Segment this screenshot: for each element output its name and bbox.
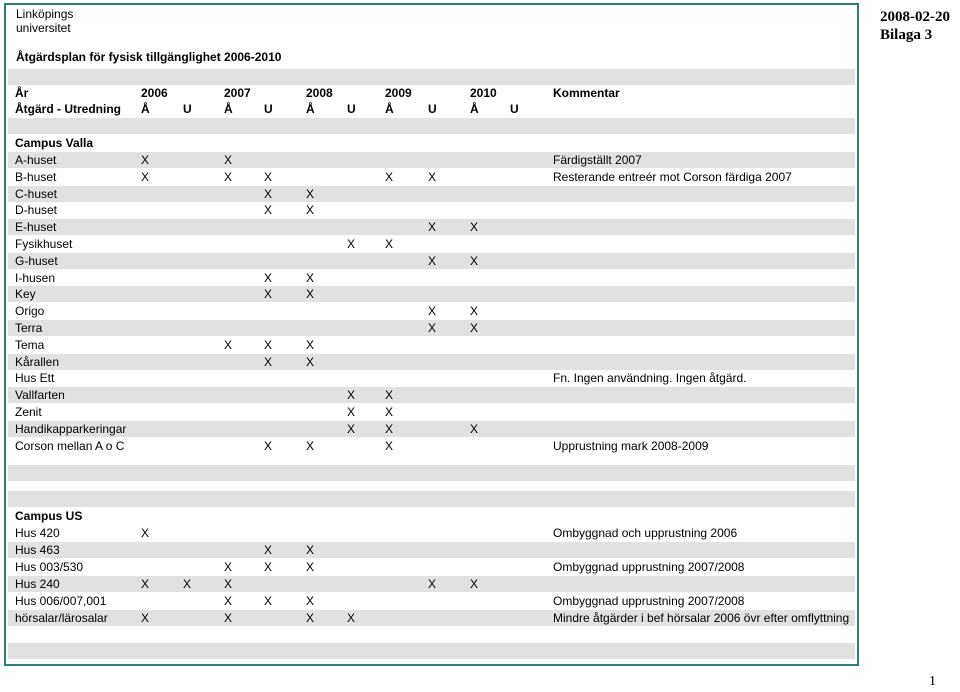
row-comment: Ombyggnad upprustning 2007/2008 bbox=[553, 594, 745, 608]
building-name: B-huset bbox=[15, 169, 57, 184]
table-row bbox=[8, 152, 855, 168]
page-number: 1 bbox=[929, 674, 936, 689]
mark-x: X bbox=[264, 270, 273, 285]
sub-heading: Å bbox=[141, 102, 150, 116]
university-name: Linköpings universitet bbox=[16, 7, 74, 35]
mark-x: X bbox=[428, 220, 437, 235]
mark-x: X bbox=[183, 577, 192, 591]
table-row bbox=[8, 236, 855, 252]
table-row bbox=[8, 354, 855, 370]
mark-x: X bbox=[347, 421, 356, 436]
mark-x: X bbox=[306, 354, 315, 369]
spacer-row bbox=[8, 643, 855, 659]
title-block bbox=[8, 5, 858, 69]
header-right bbox=[880, 8, 950, 44]
mark-x: X bbox=[306, 287, 315, 302]
mark-x: X bbox=[224, 337, 233, 352]
table-row bbox=[8, 421, 855, 437]
sub-heading: U bbox=[510, 102, 519, 116]
mark-x: X bbox=[428, 321, 437, 335]
mark-x: X bbox=[385, 405, 394, 419]
row-comment: Ombyggnad och upprustning 2006 bbox=[553, 526, 738, 540]
mark-x: X bbox=[264, 169, 273, 184]
sub-heading: Å bbox=[470, 102, 479, 116]
mark-x: X bbox=[470, 577, 479, 591]
year-header-row bbox=[8, 85, 855, 101]
row-comment: Färdigställt 2007 bbox=[553, 153, 642, 167]
building-name: Terra bbox=[15, 321, 43, 335]
mark-x: X bbox=[347, 405, 356, 419]
mark-x: X bbox=[264, 560, 273, 574]
sub-heading: U bbox=[347, 102, 356, 116]
mark-x: X bbox=[264, 543, 273, 557]
table-row bbox=[8, 253, 855, 269]
sub-heading: U bbox=[264, 102, 273, 116]
building-name: Hus 420 bbox=[15, 526, 60, 540]
mark-x: X bbox=[141, 153, 150, 167]
mark-x: X bbox=[306, 594, 315, 608]
building-name: Hus Ett bbox=[15, 371, 55, 386]
mark-x: X bbox=[264, 594, 273, 608]
mark-x: X bbox=[264, 203, 273, 218]
mark-x: X bbox=[141, 611, 150, 625]
table-row bbox=[8, 202, 855, 218]
plan-title: Åtgärdsplan för fysisk tillgänglighet 2006-2010 bbox=[16, 50, 282, 64]
mark-x: X bbox=[470, 304, 479, 319]
mark-x: X bbox=[470, 421, 479, 436]
mark-x: X bbox=[385, 421, 394, 436]
table-row bbox=[8, 186, 855, 202]
building-name: Zenit bbox=[15, 405, 42, 419]
mark-x: X bbox=[470, 321, 479, 335]
document-date: 2008-02-20 bbox=[880, 9, 950, 25]
mark-x: X bbox=[264, 337, 273, 352]
year-heading: 2008 bbox=[306, 86, 333, 100]
building-name: E-huset bbox=[15, 220, 57, 235]
mark-x: X bbox=[470, 253, 479, 268]
mark-x: X bbox=[306, 270, 315, 285]
mark-x: X bbox=[428, 253, 437, 268]
table-row bbox=[8, 559, 855, 575]
building-name: Hus 003/530 bbox=[15, 560, 84, 574]
mark-x: X bbox=[306, 560, 315, 574]
building-name: Handikapparkeringar bbox=[15, 421, 127, 436]
row-comment: Resterande entreér mot Corson färdiga 2007 bbox=[553, 169, 792, 184]
table-row bbox=[8, 593, 855, 609]
building-name: hörsalar/lärosalar bbox=[15, 611, 108, 625]
building-name: D-huset bbox=[15, 203, 58, 218]
mark-x: X bbox=[264, 438, 273, 453]
mark-x: X bbox=[224, 611, 233, 625]
mark-x: X bbox=[264, 186, 273, 201]
mark-x: X bbox=[306, 337, 315, 352]
section-title-valla: Campus Valla bbox=[15, 136, 94, 150]
building-name: I-husen bbox=[15, 270, 56, 285]
header-spacer-row bbox=[8, 69, 855, 85]
building-name: Key bbox=[15, 287, 36, 302]
attachment-label: Bilaga 3 bbox=[880, 27, 933, 43]
sub-heading: U bbox=[183, 102, 192, 116]
table-row bbox=[8, 387, 855, 403]
mark-x: X bbox=[385, 388, 394, 403]
mark-x: X bbox=[141, 526, 150, 540]
mark-x: X bbox=[470, 220, 479, 235]
table-row bbox=[8, 286, 855, 302]
mark-x: X bbox=[428, 169, 437, 184]
sub-heading: Å bbox=[306, 102, 315, 116]
mark-x: X bbox=[224, 153, 233, 167]
mark-x: X bbox=[306, 543, 315, 557]
building-name: Hus 240 bbox=[15, 577, 60, 591]
spacer-row bbox=[8, 118, 855, 134]
sub-heading: Å bbox=[385, 102, 394, 116]
year-heading: 2009 bbox=[385, 86, 412, 100]
mark-x: X bbox=[385, 237, 394, 251]
document-frame bbox=[4, 3, 859, 666]
mark-x: X bbox=[385, 438, 394, 453]
mark-x: X bbox=[306, 203, 315, 218]
row-comment: Fn. Ingen användning. Ingen åtgärd. bbox=[553, 371, 747, 386]
mark-x: X bbox=[347, 388, 356, 403]
table-row bbox=[8, 370, 855, 386]
mark-x: X bbox=[224, 577, 233, 591]
mark-x: X bbox=[306, 186, 315, 201]
comment-heading: Kommentar bbox=[553, 86, 620, 100]
sub-heading: Å bbox=[224, 102, 233, 116]
mark-x: X bbox=[347, 237, 356, 251]
building-name: Kårallen bbox=[15, 354, 60, 369]
building-name: C-huset bbox=[15, 186, 58, 201]
building-name: Fysikhuset bbox=[15, 237, 73, 251]
table-row bbox=[8, 610, 855, 626]
mark-x: X bbox=[224, 594, 233, 608]
mark-x: X bbox=[141, 577, 150, 591]
table-row bbox=[8, 525, 855, 541]
table-row bbox=[8, 438, 855, 454]
mark-x: X bbox=[306, 438, 315, 453]
table-row bbox=[8, 404, 855, 420]
mark-x: X bbox=[428, 577, 437, 591]
table-row bbox=[8, 219, 855, 235]
table-row bbox=[8, 337, 855, 353]
mark-x: X bbox=[141, 169, 150, 184]
table-row bbox=[8, 542, 855, 558]
year-heading: 2006 bbox=[141, 86, 168, 100]
mark-x: X bbox=[385, 169, 394, 184]
building-name: Origo bbox=[15, 304, 45, 319]
building-name: Tema bbox=[15, 337, 45, 352]
action-label: Åtgärd - Utredning bbox=[15, 102, 121, 116]
section-title-us: Campus US bbox=[15, 509, 83, 523]
row-comment: Upprustning mark 2008-2009 bbox=[553, 438, 709, 453]
sub-heading: U bbox=[428, 102, 437, 116]
building-name: A-huset bbox=[15, 153, 57, 167]
mark-x: X bbox=[264, 354, 273, 369]
building-name: Corson mellan A o C bbox=[15, 438, 125, 453]
mark-x: X bbox=[264, 287, 273, 302]
mark-x: X bbox=[224, 560, 233, 574]
building-name: G-huset bbox=[15, 253, 58, 268]
spacer-row bbox=[8, 465, 855, 481]
row-comment: Ombyggnad upprustning 2007/2008 bbox=[553, 560, 745, 574]
spacer-row bbox=[8, 627, 855, 643]
table-row bbox=[8, 576, 855, 592]
mark-x: X bbox=[306, 611, 315, 625]
table-row bbox=[8, 169, 855, 185]
section-title-row bbox=[8, 508, 855, 524]
mark-x: X bbox=[224, 169, 233, 184]
table-row bbox=[8, 303, 855, 319]
spacer-row bbox=[8, 491, 855, 507]
mark-x: X bbox=[428, 304, 437, 319]
row-comment: Mindre åtgärder i bef hörsalar 2006 övr efter omflyttning bbox=[553, 611, 850, 625]
section-title-row bbox=[8, 135, 855, 151]
mark-x: X bbox=[347, 611, 356, 625]
subheader-row bbox=[8, 101, 855, 117]
table-row bbox=[8, 320, 855, 336]
year-heading: 2010 bbox=[470, 86, 497, 100]
year-label: År bbox=[15, 86, 29, 100]
year-heading: 2007 bbox=[224, 86, 251, 100]
building-name: Vallfarten bbox=[15, 388, 65, 403]
table-row bbox=[8, 270, 855, 286]
building-name: Hus 006/007,001 bbox=[15, 594, 107, 608]
building-name: Hus 463 bbox=[15, 543, 60, 557]
